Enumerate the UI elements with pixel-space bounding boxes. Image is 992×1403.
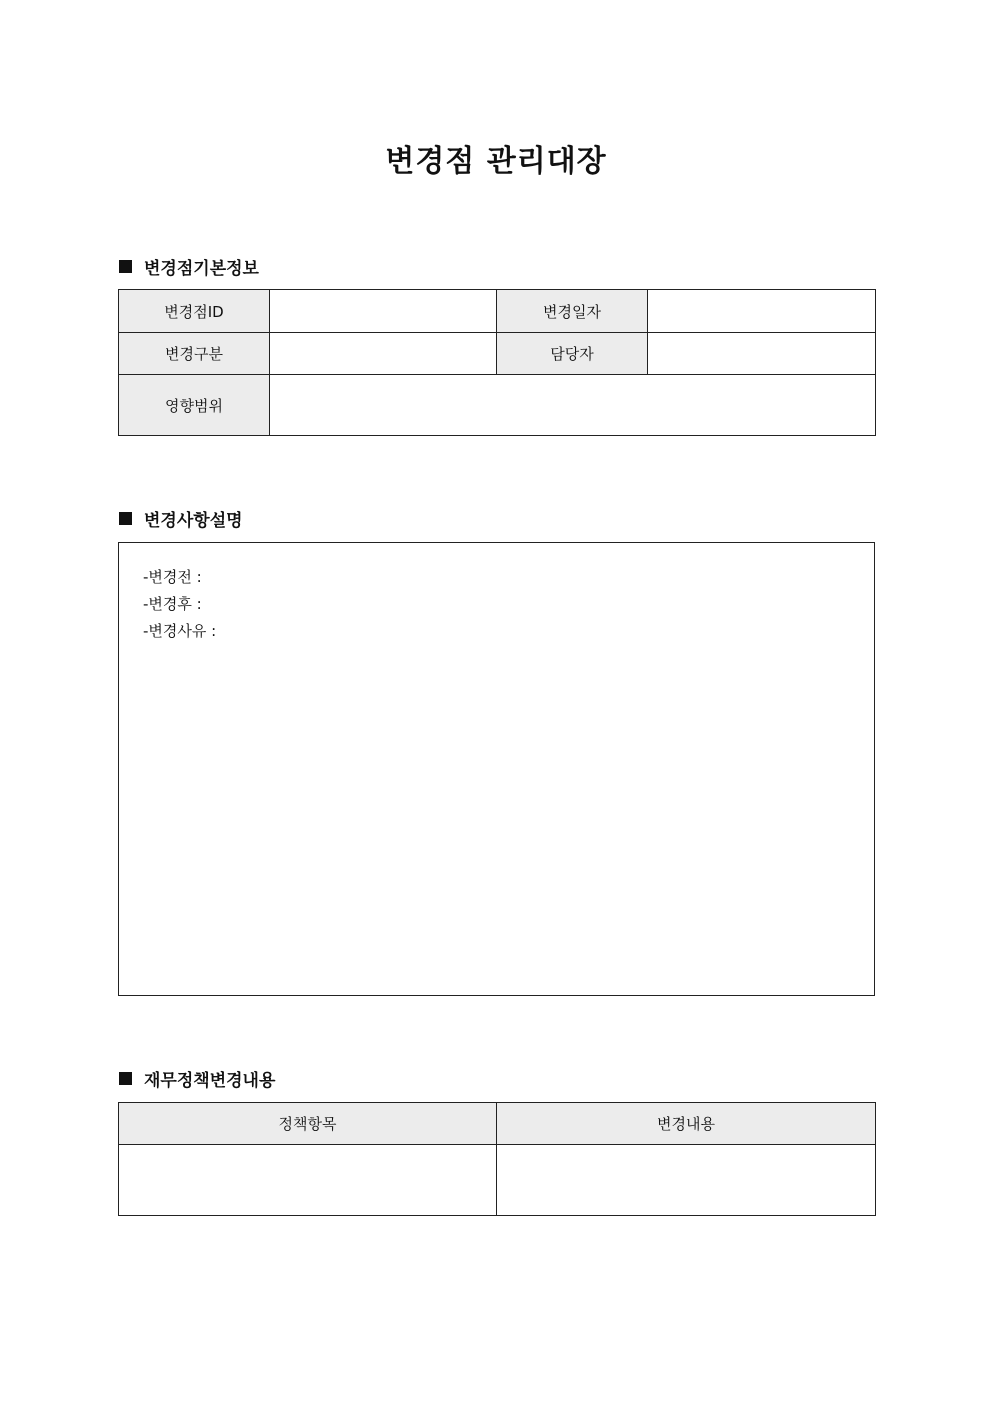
change-content-header: 변경내용	[497, 1103, 876, 1145]
manager-field[interactable]	[648, 333, 876, 375]
square-bullet-icon	[119, 260, 132, 273]
change-type-field[interactable]	[270, 333, 497, 375]
square-bullet-icon	[119, 1072, 132, 1085]
change-date-field[interactable]	[648, 290, 876, 333]
table-row	[119, 1145, 876, 1216]
policy-table	[118, 1102, 876, 1216]
square-bullet-icon	[119, 512, 132, 525]
change-date-label: 변경일자	[497, 290, 648, 333]
basic-info-table	[118, 289, 876, 436]
after-change-line: -변경후 :	[143, 595, 202, 613]
manager-label: 담당자	[497, 333, 648, 375]
change-type-label: 변경구분	[119, 333, 270, 375]
section-heading-label: 변경점기본정보	[144, 259, 259, 279]
change-content-cell[interactable]	[497, 1145, 876, 1216]
section-heading-basic-info	[119, 254, 259, 279]
change-id-field[interactable]	[270, 290, 497, 333]
description-lines	[143, 564, 216, 645]
table-row	[119, 333, 876, 375]
page-title: 변경점 관리대장	[385, 144, 607, 179]
description-box[interactable]	[118, 542, 875, 996]
impact-scope-label: 영향범위	[119, 375, 270, 436]
change-reason-line: -변경사유 :	[143, 622, 217, 640]
section-heading-label: 재무정책변경내용	[144, 1071, 276, 1091]
table-row	[119, 375, 876, 436]
change-id-label: 변경점ID	[119, 290, 270, 333]
section-heading-description	[119, 506, 243, 531]
section-heading-label: 변경사항설명	[144, 511, 243, 531]
before-change-line: -변경전 :	[143, 568, 202, 586]
table-row	[119, 290, 876, 333]
policy-item-cell[interactable]	[119, 1145, 497, 1216]
policy-item-header: 정책항목	[119, 1103, 497, 1145]
impact-scope-field[interactable]	[270, 375, 876, 436]
section-heading-policy	[119, 1066, 275, 1091]
table-header-row	[119, 1103, 876, 1145]
